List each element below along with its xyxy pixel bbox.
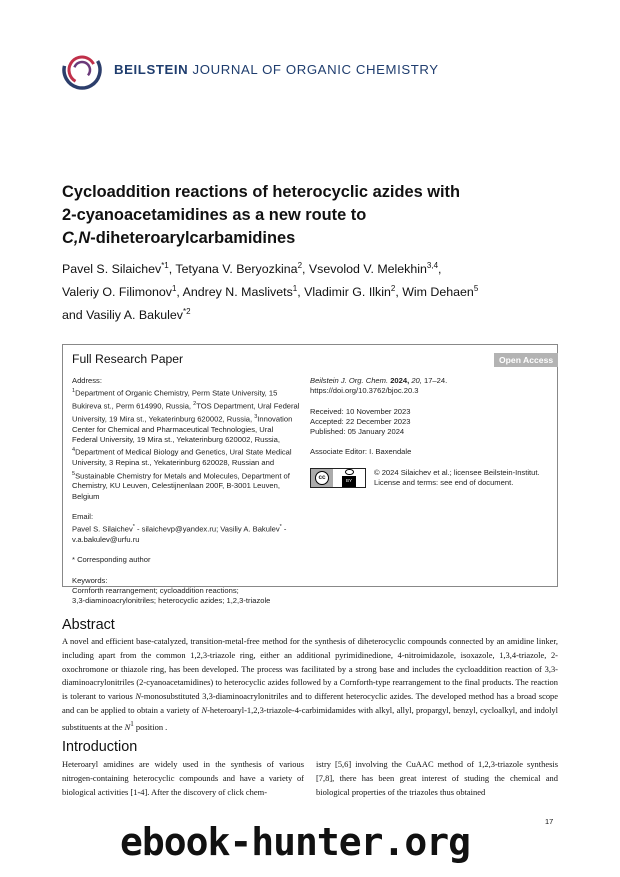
introduction-column-1: Heteroaryl amidines are widely used in the synthesis of various nitrogen-containing heterocyclic compounds and have a variety of biological activities [1-4]. After the discovery of click chem- — [62, 759, 304, 797]
paper-title: Cycloaddition reactions of heterocyclic azides with 2-cyanoacetamidines as a new route to C,N-diheteroarylcarbamidines — [62, 183, 461, 247]
cc-by-license-icon: cc BY — [310, 468, 366, 488]
email-text: Pavel S. Silaichev* - silaichevp@yandex.ru; Vasiliy A. Bakulev* - v.a.bakulev@urfu.ru — [72, 524, 287, 545]
journal-name: BEILSTEIN JOURNAL OF ORGANIC CHEMISTRY — [114, 62, 439, 77]
article-type: Full Research Paper — [72, 352, 184, 366]
info-right-column: Beilstein J. Org. Chem. 2024, 20, 17–24. https://doi.org/10.3762/bjoc.20.3 Received: 10 November 2023 Accepted: 22 December 2023 Published: 05 January 2024 Associate Editor: I. Baxendale cc BY © 2024 Silaichev et al.; licensee Beilstein-Institut. License and terms: see end of document. — [310, 376, 550, 488]
introduction-column-2: istry [5,6] involving the CuAAC method of 1,2,3-triazole synthesis [7,8], there has been great interest of studing the chemical and biological properties of the triazoles thus obtained — [316, 759, 558, 797]
page-number: 17 — [545, 817, 554, 826]
beilstein-logo-icon — [62, 50, 102, 90]
abstract-heading: Abstract — [62, 617, 115, 633]
open-access-badge: Open Access — [494, 353, 558, 367]
abstract-text: A novel and efficient base-catalyzed, transition-metal-free method for the synthesis of diheterocyclic compounds connected by an amidine linker, including apart from the common 1,2,3-triazole ring, either an additional pyrimidinedione, 4-nitroimidazole, isoxazole, 1,3,4-triazole, 2-oxochromone or thiazole ring, has been developed. The process was facilitated by a strong base and includes the cycloaddition reaction of 3,3-diaminoacrylonitriles (2-cyanoacetamidines) to heterocyclic azides followed by a Cornforth-type rearrangement to the final products. The reaction is tolerant to various N-monosubstituted 3,3-diaminoacrylonitriles and to different heterocyclic azides. The developed method has a broad scope and can be applied to obtain a variety of N-heteroaryl-1,2,3-triazole-4-carbimidamides with alkyl, allyl, propargyl, benzyl, cycloalkyl, and indolyl substituents at the $N^1$ position . — [62, 636, 559, 732]
introduction-heading: Introduction — [62, 739, 138, 755]
citation: Beilstein J. Org. Chem. 2024, 20, 17–24. — [310, 376, 448, 385]
associate-editor: Associate Editor: I. Baxendale — [310, 447, 412, 457]
watermark: ebook-hunter.org — [120, 820, 471, 864]
info-left-column: Address: $^1$Department of Organic Chemistry, Perm State University, 15 Bukireva st., Perm 614990, Russia, $^2$TOS Department, Ural Federal University, 19 Mira st., Yekaterinburg 620002, Russia, $^3$Innovation Center for Chemical and Pharmaceutical Technologies, Ural Federal University, 19 Mira st., Yekaterinburg 620002, Russia, $^4$Department of Medical Biology and Genetics, Ural State Medical University, 3 Repina st., Yekaterinburg 620028, Russian and $^5$Sustainable Chemistry for Metals and Molecules, Department of Chemistry, KU Leuven, Celestijnenlaan 200F, B-3001 Leuven, Belgium Email: Pavel S. Silaichev* - silaichevp@yandex.ru; Vasiliy A. Bakulev* - v.a.bakulev@urfu.ru * Corresponding author Keywords: Cornforth rearrangement; cycloaddition reactions; 3,3-diaminoacrylonitriles; heterocyclic azides; 1,2,3-triazole — [72, 376, 300, 606]
address-text: $^1$Department of Organic Chemistry, Perm State University, 15 Bukireva st., Perm 614990, Russia, $^2$TOS Department, Ural Federal University, 19 Mira st., Yekaterinburg 620002, Russia, $^3$Innovation Center for Chemical and Pharmaceutical Technologies, Ural Federal University, 19 Mira st., Yekaterinburg 620002, Russia, $^4$Department of Medical Biology and Genetics, Ural State Medical University, 3 Repina st., Yekaterinburg 620028, Russian and $^5$Sustainable Chemistry for Metals and Molecules, Department of Chemistry, KU Leuven, Celestijnenlaan 200F, B-3001 Leuven, Belgium — [72, 388, 300, 501]
corresponding-note: * Corresponding author — [72, 555, 151, 565]
license-terms: License and terms: see end of document. — [374, 478, 514, 488]
keywords: Cornforth rearrangement; cycloaddition reactions; 3,3-diaminoacrylonitriles; heterocyclic azides; 1,2,3-triazole — [72, 585, 271, 606]
doi-link[interactable]: https://doi.org/10.3762/bjoc.20.3 — [310, 386, 419, 396]
author-list: Pavel S. Silaichev$^{*1}$, Tetyana V. Beryozkina$^2$, Vsevolod V. Melekhin$^{3,4}$, Valeriy O. Filimonov$^1$, Andrey N. Maslivets$^1$, Vladimir G. Ilkin$^2$, Wim Dehaen$^5$ and Vasiliy A. Bakulev$^{*2}$ — [62, 261, 479, 323]
copyright: © 2024 Silaichev et al.; licensee Beilstein-Institut. — [374, 467, 540, 477]
